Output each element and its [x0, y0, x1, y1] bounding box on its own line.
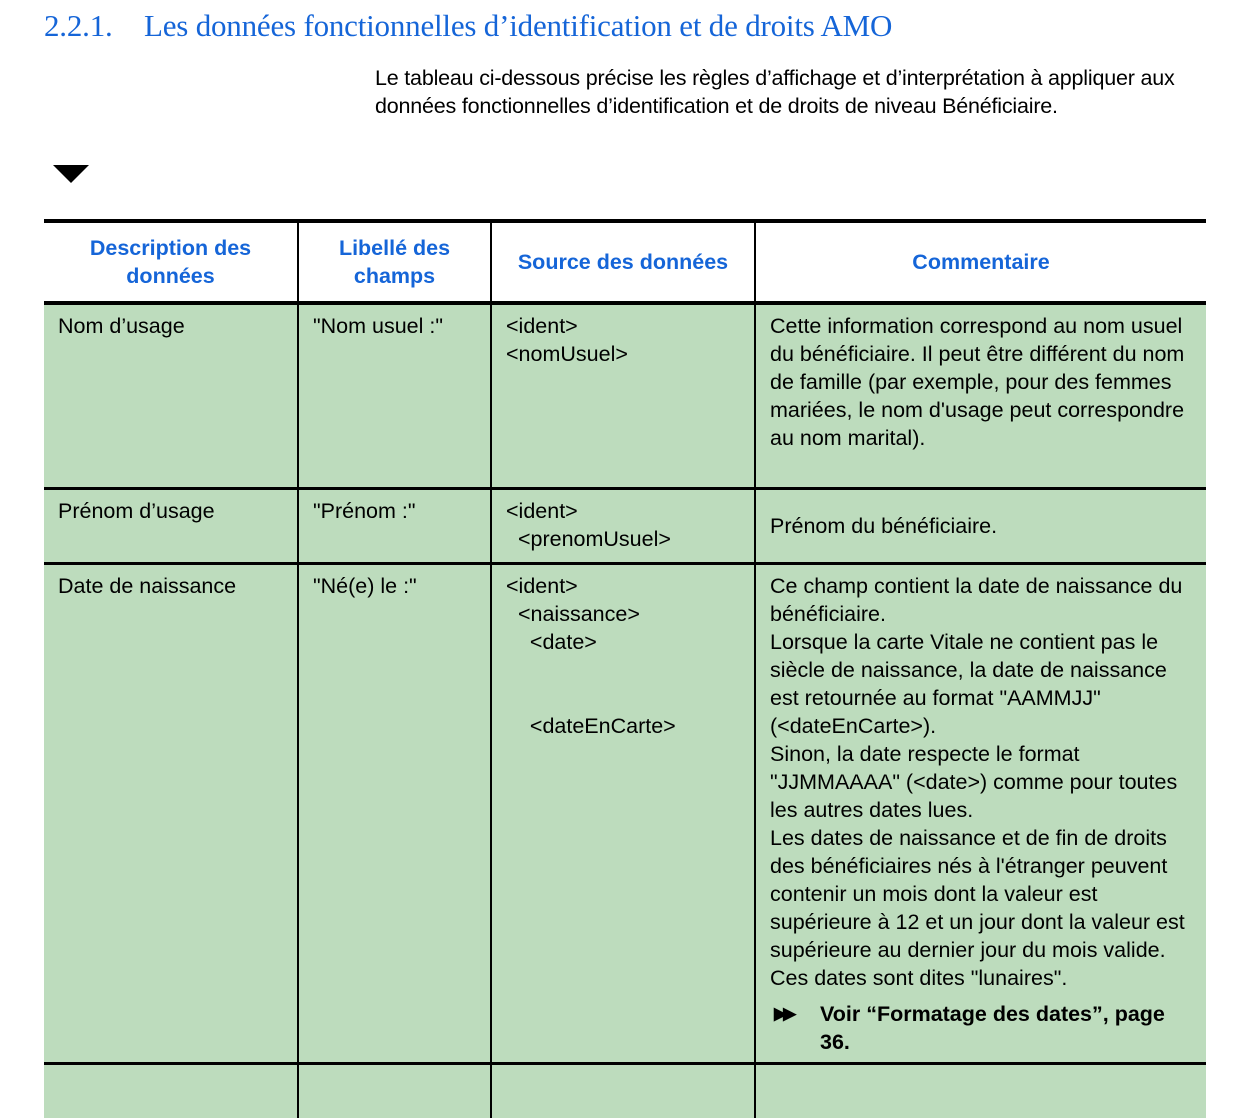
source-line: <dateEnCarte>: [506, 713, 676, 738]
cell-description: Nom d’usage: [44, 303, 298, 488]
comment-text: Ce champ contient la date de naissance du bénéficiaire.: [770, 573, 1183, 626]
cross-reference-link[interactable]: Voir “Formatage des dates”, page 36.: [820, 1001, 1165, 1054]
table-header-row: [44, 221, 1206, 303]
comment-text: Prénom du bénéficiaire.: [770, 514, 998, 538]
source-line: <prenomUsuel>: [506, 526, 671, 551]
cell-label: "Nom usuel :": [298, 303, 491, 488]
source-line: <naissance>: [506, 601, 640, 626]
section-heading: [44, 8, 892, 44]
cell-description: Date de naissance: [44, 563, 298, 1063]
cross-reference[interactable]: [770, 1000, 1193, 1056]
cell-description: [44, 1063, 298, 1118]
cell-source: [491, 303, 755, 488]
cell-label: [298, 1063, 491, 1118]
cell-source: [491, 1063, 755, 1118]
comment-text: Sinon, la date respecte le format "JJMMAAAA" (<date>) comme pour toutes les autres dates lues.: [770, 741, 1178, 822]
cell-description: Prénom d’usage: [44, 488, 298, 563]
header-comment: Commentaire: [755, 221, 1206, 303]
source-line: [506, 684, 741, 712]
header-source: Source des données: [491, 221, 755, 303]
comment-text: Cette information correspond au nom usuel du bénéficiaire. Il peut être différent du nom de famille (par exemple, pour des femmes mariées, le nom d'usage peut correspondre au nom marital).: [770, 314, 1185, 450]
source-line: <nomUsuel>: [506, 342, 628, 366]
data-table: [44, 219, 1206, 1118]
cell-comment: [755, 1063, 1206, 1118]
source-line: <ident>: [506, 314, 578, 338]
cell-comment: [755, 488, 1206, 563]
section-number: 2.2.1.: [44, 8, 113, 43]
source-line: <ident>: [506, 498, 578, 523]
cell-source: [491, 488, 755, 563]
source-line: <date>: [506, 629, 597, 654]
cell-label: "Prénom :": [298, 488, 491, 563]
table-row: [44, 488, 1206, 563]
table-row: [44, 563, 1206, 1063]
triangle-down-icon: [53, 165, 89, 183]
source-line: [506, 656, 741, 684]
source-line: <ident>: [506, 573, 578, 598]
intro-paragraph: Le tableau ci-dessous précise les règles d’affichage et d’interprétation à appliquer aux données fonctionnelles d’identification et de droits de niveau Bénéficiaire.: [375, 66, 1175, 118]
comment-text: Les dates de naissance et de fin de droits des bénéficiaires nés à l'étranger peuvent contenir un mois dont la valeur est supérieure à 12 et un jour dont la valeur est supérieure au dernier jour du mois valide. Ces dates sont dites "lunaires".: [770, 825, 1185, 990]
cell-label: "Né(e) le :": [298, 563, 491, 1063]
table-row: [44, 303, 1206, 488]
cell-comment: [755, 303, 1206, 488]
table-row-partial: [44, 1063, 1206, 1118]
section-title: Les données fonctionnelles d’identification et de droits AMO: [144, 8, 893, 43]
cell-source: [491, 563, 755, 1063]
header-label: Libellé des champs: [298, 221, 491, 303]
comment-text: Lorsque la carte Vitale ne contient pas le siècle de naissance, la date de naissance est retournée au format "AAMMJJ" (<dateEnCarte>).: [770, 629, 1167, 738]
cell-comment: [755, 563, 1206, 1063]
header-description: Description des données: [44, 221, 298, 303]
double-arrow-right-icon: ▶▶: [774, 1003, 793, 1023]
